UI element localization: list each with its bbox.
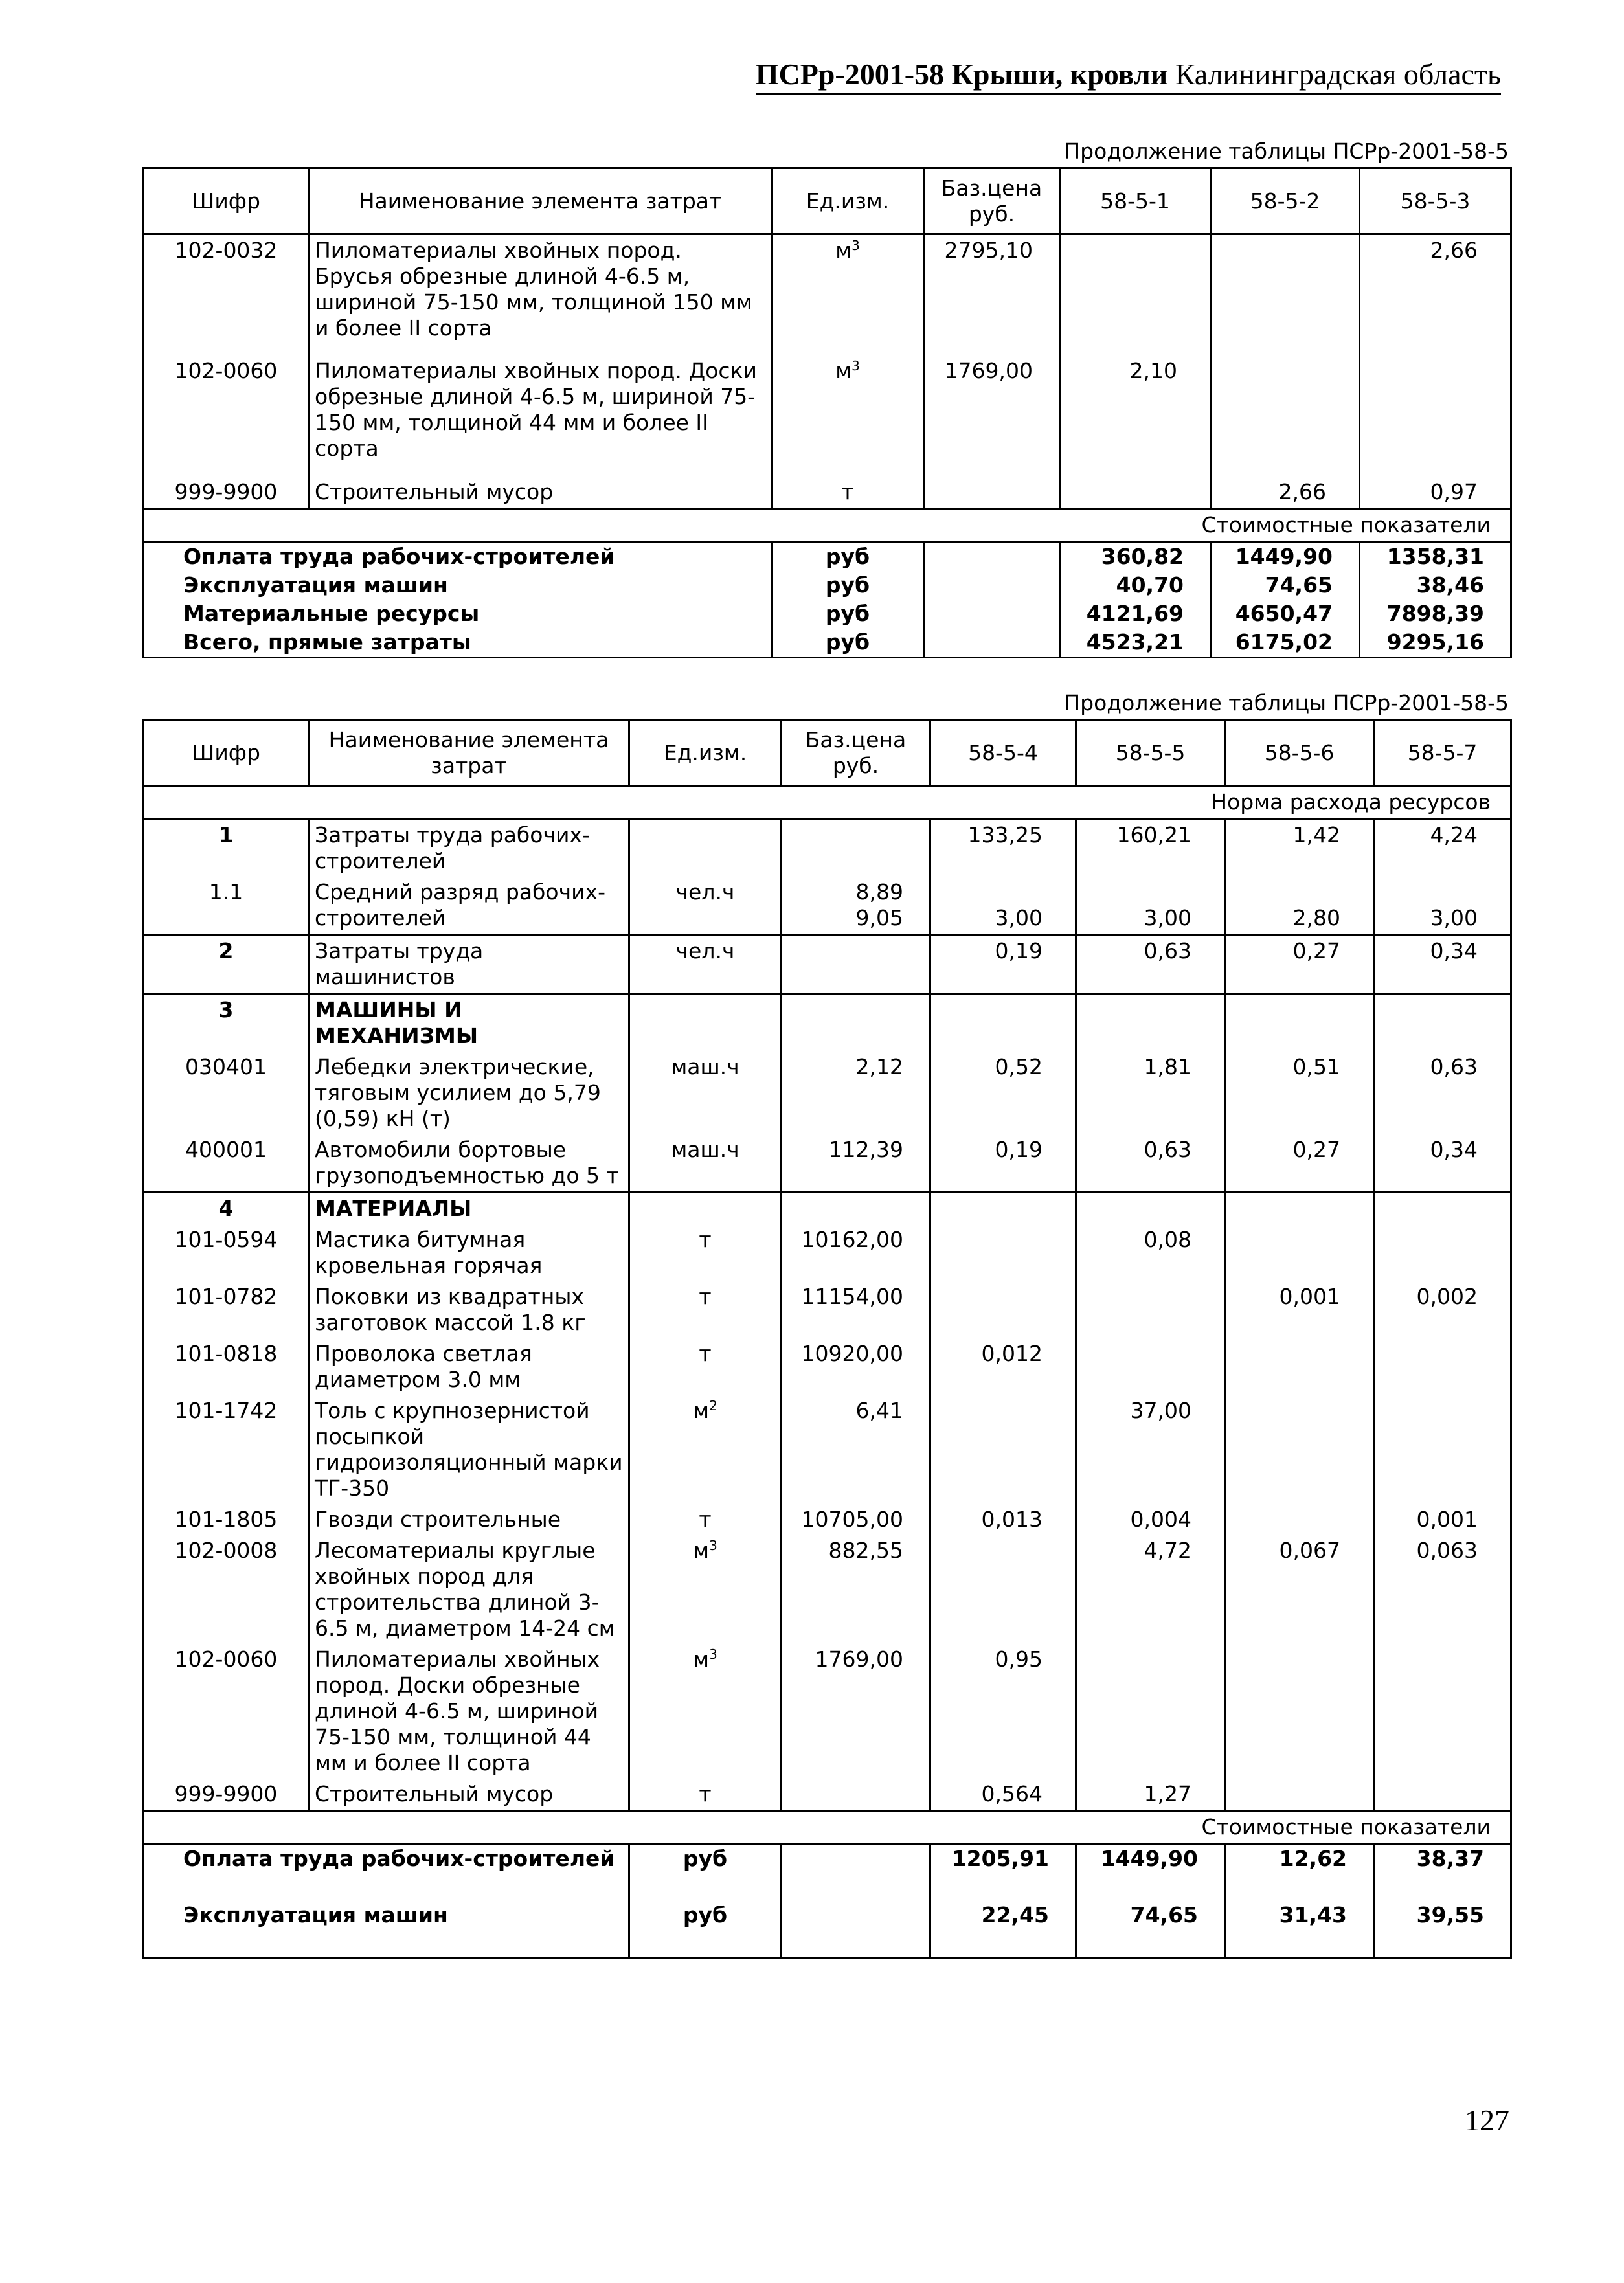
unit-superscript: 3 [851,357,860,374]
row-value-v1 [1060,477,1211,509]
row-price [782,1338,930,1395]
row-code: 102-0060 [144,1644,309,1779]
row-price-value: 6,41 [855,1398,903,1423]
table2-continuation-label: Продолжение таблицы ПСРр-2001-58-5 [1064,690,1509,715]
row-price-value: 8,89 [855,879,903,905]
unit-text: чел.ч [675,938,735,963]
row-price [782,1395,930,1504]
row-name: Пиломатериалы хвойных пород. Доски обрезные длиной 4-6.5 м, шириной 75-150 мм, толщиной 44 мм и более II сорта [309,1644,629,1779]
unit-text: м [693,1398,710,1423]
cost-indicators-label-2: Стоимостные показатели [144,1811,1511,1844]
summary-label: Оплата труда рабочих-строителей [144,541,772,571]
summary-price-empty [782,1901,930,1958]
row-value-v1 [1060,234,1211,355]
row-value-v2 [1076,1281,1225,1338]
row-value-v3 [1225,1779,1374,1811]
table1-col-code: Шифр [144,168,309,234]
table2-col-price: Баз.цена руб. [782,720,930,786]
row-name: Автомобили бортовые грузоподъемностью до 5 т [309,1134,629,1193]
row-price [782,1281,930,1338]
row-value-v3: 0,27 [1225,935,1374,994]
row-code: 101-0818 [144,1338,309,1395]
unit-text: маш.ч [671,1137,739,1162]
row-code: 2 [144,935,309,994]
row-value-v4: 0,34 [1374,1134,1511,1193]
row-unit [772,234,924,355]
row-name: Гвозди строительные [309,1504,629,1535]
row-unit [629,1338,782,1395]
row-price [782,1193,930,1225]
unit-superscript: 2 [709,1398,717,1413]
row-name: Толь с крупнозернистой посыпкой гидроизоляционный марки ТГ-350 [309,1395,629,1504]
table1-col-name: Наименование элемента затрат [309,168,772,234]
row-value-v2 [1211,234,1360,355]
row-value-v3: 0,067 [1225,1535,1374,1644]
summary-value-v3: 38,46 [1360,571,1511,600]
summary-label: Всего, прямые затраты [144,628,772,658]
row-name: Пиломатериалы хвойных пород. Доски обрезные длиной 4-6.5 м, шириной 75-150 мм, толщиной 44 мм и более II сорта [309,355,772,477]
summary-value-v2: 74,65 [1211,571,1360,600]
row-price [782,1504,930,1535]
row-name: МАТЕРИАЛЫ [309,1193,629,1225]
summary-unit: руб [629,1844,782,1901]
page-number: 127 [1465,2104,1509,2137]
row-unit [629,877,782,935]
unit-text: м [835,238,852,263]
row-value-v4 [1374,1338,1511,1395]
row-value-v1: 0,564 [930,1779,1076,1811]
row-unit [772,477,924,509]
row-price [782,994,930,1052]
unit-text: т [699,1284,712,1309]
row-value-v2: 0,63 [1076,935,1225,994]
unit-text: т [841,478,854,504]
row-price-value: 10920,00 [801,1341,903,1366]
row-value-v1 [930,994,1076,1052]
unit-text: т [699,1781,712,1806]
table-row [144,1224,1511,1281]
table-row [144,935,1511,994]
row-value-v3 [1225,994,1374,1052]
row-value-v2: 3,00 [1076,877,1225,935]
summary-label: Материальные ресурсы [144,600,772,628]
row-unit [629,994,782,1052]
row-value-v2: 0,63 [1076,1134,1225,1193]
summary-value-v1: 4523,21 [1060,628,1211,658]
cost-indicators-label: Стоимостные показатели [144,508,1511,541]
row-value-v2: 2,66 [1211,477,1360,509]
summary-row [144,571,1511,600]
table2-col-name: Наименование элемента затрат [309,720,629,786]
row-value-v4 [1374,1395,1511,1504]
table-row [144,819,1511,877]
row-value-v1: 0,013 [930,1504,1076,1535]
row-value-v2 [1076,1644,1225,1779]
summary-value-v1: 40,70 [1060,571,1211,600]
row-value-v1: 0,012 [930,1338,1076,1395]
row-value-v2: 4,72 [1076,1535,1225,1644]
table-row [144,1134,1511,1193]
row-value-v1: 0,52 [930,1052,1076,1134]
summary-unit: руб [629,1901,782,1958]
row-value-v3 [1225,1224,1374,1281]
row-value-v2: 0,08 [1076,1224,1225,1281]
summary-unit: руб [772,571,924,600]
row-value-v4: 0,001 [1374,1504,1511,1535]
row-value-v4 [1374,1224,1511,1281]
table-row [144,234,1511,355]
summary-value-v2: 6175,02 [1211,628,1360,658]
row-value-v3: 1,42 [1225,819,1374,877]
row-value-v3: 0,97 [1360,477,1511,509]
row-code: 1 [144,819,309,877]
table2-col-v1: 58-5-4 [930,720,1076,786]
row-price [782,1224,930,1281]
header-code: ПСРр-2001-58 Крыши, кровли [755,58,1168,91]
row-value-v1: 0,95 [930,1644,1076,1779]
row-value-v4: 0,063 [1374,1535,1511,1644]
unit-superscript: 3 [709,1647,717,1662]
table2-col-code: Шифр [144,720,309,786]
row-code: 4 [144,1193,309,1225]
summary-label: Эксплуатация машин [144,1901,629,1958]
row-price [924,477,1060,509]
row-value-v1 [930,1193,1076,1225]
row-code: 400001 [144,1134,309,1193]
row-value-v1 [930,1281,1076,1338]
summary-price-empty [924,628,1060,658]
table-row [144,1281,1511,1338]
row-value-v3: 0,27 [1225,1134,1374,1193]
table2-col-v4: 58-5-7 [1374,720,1511,786]
row-code: 102-0008 [144,1535,309,1644]
row-unit [629,1535,782,1644]
row-value-v1 [930,1224,1076,1281]
table-row [144,1535,1511,1644]
row-value-v4: 4,24 [1374,819,1511,877]
unit-text: т [699,1341,712,1366]
table2-col-v2: 58-5-5 [1076,720,1225,786]
row-code: 101-1742 [144,1395,309,1504]
row-unit [629,935,782,994]
page-header [756,57,1501,95]
row-value-v2: 0,004 [1076,1504,1225,1535]
table1 [142,167,1512,658]
row-value-v4: 0,63 [1374,1052,1511,1134]
table-row [144,1644,1511,1779]
row-name: Лебедки электрические, тяговым усилием до 5,79 (0,59) кН (т) [309,1052,629,1134]
summary-row [144,1901,1511,1958]
unit-text: м [693,1538,710,1563]
unit-text: м [693,1647,710,1672]
row-price [782,935,930,994]
row-name: Средний разряд рабочих-строителей [309,877,629,935]
row-price [782,1644,930,1779]
row-price-value-alt: 9,05 [855,905,903,930]
row-price: 2795,10 [924,234,1060,355]
row-value-v3: 2,66 [1360,234,1511,355]
summary-row [144,600,1511,628]
table-row [144,877,1511,935]
summary-label: Оплата труда рабочих-строителей [144,1844,629,1901]
row-price-value: 10705,00 [801,1507,903,1532]
table-row [144,1395,1511,1504]
row-value-v1: 3,00 [930,877,1076,935]
row-code: 102-0060 [144,355,309,477]
row-value-v2: 37,00 [1076,1395,1225,1504]
table2-col-v3: 58-5-6 [1225,720,1374,786]
table-row [144,1504,1511,1535]
row-value-v1: 0,19 [930,935,1076,994]
row-value-v3: 2,80 [1225,877,1374,935]
table2-body [144,720,1511,1958]
summary-unit: руб [772,600,924,628]
table2-header-row [144,720,1511,786]
row-value-v4 [1374,1193,1511,1225]
summary-value-v1: 360,82 [1060,541,1211,571]
row-unit [629,1779,782,1811]
row-value-v2 [1211,355,1360,477]
row-price-value: 1769,00 [815,1647,903,1672]
summary-price-empty [924,541,1060,571]
row-unit [629,1644,782,1779]
row-unit [629,1504,782,1535]
row-value-v3 [1225,1504,1374,1535]
summary-value-v1: 1205,91 [930,1844,1076,1901]
row-price-value: 882,55 [828,1538,903,1563]
table-row [144,1338,1511,1395]
band-row [144,1811,1511,1844]
row-value-v1 [930,1535,1076,1644]
row-price [782,1134,930,1193]
row-value-v4 [1374,994,1511,1052]
row-name: Строительный мусор [309,1779,629,1811]
row-price-value: 11154,00 [801,1284,903,1309]
row-value-v4: 3,00 [1374,877,1511,935]
summary-value-v2: 1449,90 [1076,1844,1225,1901]
row-value-v3 [1225,1193,1374,1225]
table1-continuation-label: Продолжение таблицы ПСРр-2001-58-5 [1064,139,1509,164]
summary-price-empty [924,600,1060,628]
summary-value-v2: 4650,47 [1211,600,1360,628]
row-name: Затраты труда машинистов [309,935,629,994]
row-name: Лесоматериалы круглые хвойных пород для строительства длиной 3-6.5 м, диаметром 14-24 см [309,1535,629,1644]
row-value-v2 [1076,994,1225,1052]
row-price-value: 10162,00 [801,1227,903,1252]
table-row [144,1052,1511,1134]
row-value-v3: 0,001 [1225,1281,1374,1338]
row-name: Поковки из квадратных заготовок массой 1.8 кг [309,1281,629,1338]
row-name: Мастика битумная кровельная горячая [309,1224,629,1281]
row-value-v2 [1076,1338,1225,1395]
row-code: 1.1 [144,877,309,935]
row-code: 999-9900 [144,477,309,509]
band-row [144,508,1511,541]
table1-body [144,168,1511,658]
row-name: Пиломатериалы хвойных пород. Брусья обрезные длиной 4-6.5 м, шириной 75-150 мм, толщиной 150 мм и более II сорта [309,234,772,355]
summary-price-empty [782,1844,930,1901]
row-price: 1769,00 [924,355,1060,477]
row-price [782,877,930,935]
row-value-v2: 1,81 [1076,1052,1225,1134]
summary-price-empty [924,571,1060,600]
header-region: Калининградская область [1175,58,1501,91]
row-price [782,819,930,877]
table2 [142,719,1512,1959]
table-row [144,1193,1511,1225]
table1-col-v3: 58-5-3 [1360,168,1511,234]
summary-value-v3: 1358,31 [1360,541,1511,571]
table1-col-v1: 58-5-1 [1060,168,1211,234]
row-name: Затраты труда рабочих-строителей [309,819,629,877]
summary-label: Эксплуатация машин [144,571,772,600]
row-value-v4: 0,34 [1374,935,1511,994]
row-unit [629,1052,782,1134]
row-unit [629,1224,782,1281]
row-name: Строительный мусор [309,477,772,509]
unit-text: маш.ч [671,1054,739,1079]
table-row [144,477,1511,509]
summary-value-v2: 1449,90 [1211,541,1360,571]
row-price-value: 112,39 [828,1137,903,1162]
row-unit [629,819,782,877]
summary-row [144,541,1511,571]
row-value-v3 [1360,355,1511,477]
row-code: 3 [144,994,309,1052]
unit-text: т [699,1507,712,1532]
row-code: 999-9900 [144,1779,309,1811]
row-unit [629,1134,782,1193]
row-unit [629,1395,782,1504]
norm-band-row [144,786,1511,819]
summary-value-v1: 22,45 [930,1901,1076,1958]
row-value-v4 [1374,1644,1511,1779]
table-row [144,1779,1511,1811]
unit-text: м [835,357,852,383]
resource-norm-label: Норма расхода ресурсов [144,786,1511,819]
table1-col-v2: 58-5-2 [1211,168,1360,234]
table-row [144,355,1511,477]
row-value-v2 [1076,1193,1225,1225]
summary-value-v4: 39,55 [1374,1901,1511,1958]
summary-value-v1: 4121,69 [1060,600,1211,628]
summary-value-v2: 74,65 [1076,1901,1225,1958]
row-price [782,1052,930,1134]
row-value-v3 [1225,1644,1374,1779]
row-value-v1: 0,19 [930,1134,1076,1193]
row-code: 101-0594 [144,1224,309,1281]
row-price [782,1779,930,1811]
row-value-v3: 0,51 [1225,1052,1374,1134]
row-value-v4 [1374,1779,1511,1811]
row-code: 101-1805 [144,1504,309,1535]
summary-value-v3: 12,62 [1225,1844,1374,1901]
row-value-v3 [1225,1395,1374,1504]
row-unit [629,1193,782,1225]
row-price-value: 2,12 [855,1054,903,1079]
table-row [144,994,1511,1052]
summary-unit: руб [772,628,924,658]
row-code: 102-0032 [144,234,309,355]
row-name: МАШИНЫ И МЕХАНИЗМЫ [309,994,629,1052]
table1-col-unit: Ед.изм. [772,168,924,234]
row-value-v1 [930,1395,1076,1504]
summary-value-v3: 31,43 [1225,1901,1374,1958]
unit-superscript: 3 [851,238,860,253]
summary-value-v3: 9295,16 [1360,628,1511,658]
row-value-v3 [1225,1338,1374,1395]
unit-superscript: 3 [709,1538,717,1553]
row-value-v2: 1,27 [1076,1779,1225,1811]
row-value-v2: 160,21 [1076,819,1225,877]
summary-value-v4: 38,37 [1374,1844,1511,1901]
row-unit [772,355,924,477]
row-value-v1: 2,10 [1060,355,1211,477]
row-value-v4: 0,002 [1374,1281,1511,1338]
row-unit [629,1281,782,1338]
summary-row [144,628,1511,658]
summary-row [144,1844,1511,1901]
unit-text: чел.ч [675,879,735,905]
row-code: 030401 [144,1052,309,1134]
row-value-v1: 133,25 [930,819,1076,877]
row-price [782,1535,930,1644]
row-code: 101-0782 [144,1281,309,1338]
summary-unit: руб [772,541,924,571]
table2-col-unit: Ед.изм. [629,720,782,786]
unit-text: т [699,1227,712,1252]
row-name: Проволока светлая диаметром 3.0 мм [309,1338,629,1395]
table1-col-price: Баз.цена руб. [924,168,1060,234]
table1-header-row [144,168,1511,234]
summary-value-v3: 7898,39 [1360,600,1511,628]
